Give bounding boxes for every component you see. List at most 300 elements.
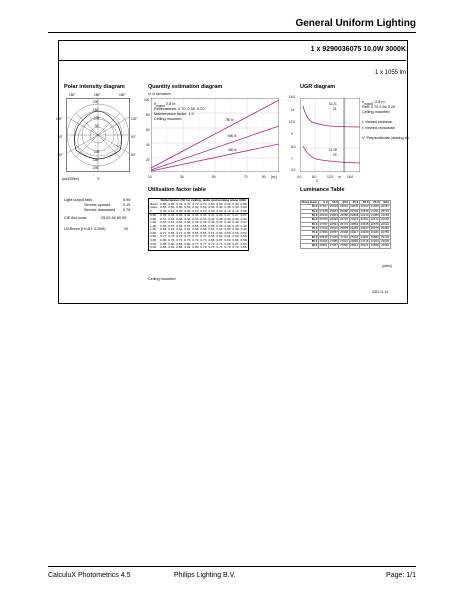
utilisation-cell: 0.31 [208,213,215,218]
utilisation-cell: 0.80 [168,241,175,246]
utilisation-cell: 0.67 [232,241,239,246]
luminance-cell: 20487 [380,204,389,209]
ugr-y-sub-2: 9 [291,132,293,136]
walls-refl: 0.50 [160,205,167,210]
ceiling-refl: 0.80 [160,201,167,206]
utilisation-cell: 0.72 [208,241,215,246]
luminance-cell: 25895 [340,225,349,230]
luminance-cell: 21618 [380,217,389,222]
polar-angle-r3: 60° [131,153,136,157]
luminance-cell: 27188 [319,208,328,213]
utilisation-cell: 0.80 [160,238,167,243]
utilisation-cell: 0.82 [168,245,175,250]
luminance-cell: 25434 [350,234,359,239]
datasheet-panel [58,40,408,304]
luminance-header-cell: 90.0 [380,201,390,205]
polar-angle-l3: 60° [58,153,63,157]
room-index-cell: 0.60 [150,213,157,218]
walls-refl: 0.50 [192,205,199,210]
luminance-cell: 27465 [329,234,338,239]
utilisation-cell: 0.66 [200,230,207,235]
gamma-angle-cell: 70.0 [301,226,319,230]
ceiling-refl: 0.80 [168,201,175,206]
working-refl: 0.10 [232,208,239,213]
ugr-annotation-3: 11.28 [329,148,337,152]
luminance-cell: 26910 [329,225,338,230]
luminance-cell: 27116 [340,234,349,239]
quantity-label-300: 300 lx [228,148,237,152]
walls-refl: 0.50 [184,205,191,210]
utilisation-cell: 0.61 [184,227,191,232]
gamma-angle-cell: 45.0 [301,205,319,209]
ugr-legend-4: I: viewed endwise [362,120,392,124]
utilisation-cell: 0.73 [200,238,207,243]
utilisation-cell: 0.65 [240,245,247,250]
utilisation-cell: 0.50 [208,223,215,228]
quantity-y-label: nr. of luminaires [148,92,171,96]
polar-ring-6: 150 [93,158,99,162]
luminance-cell: 22789 [380,230,389,235]
utilisation-cell: 0.59 [240,238,247,243]
ceiling-refl: 0.70 [192,201,199,206]
quantity-x-tick-70: 70 [244,175,248,179]
quantity-y-tick-20: 20 [146,158,150,162]
luminance-cell: 27985 [329,238,338,243]
utilisation-cell: 0.63 [232,238,239,243]
utilisation-cell: 0.44 [208,220,215,225]
utilisation-cell: 0.62 [168,227,175,232]
luminance-cell: 25174 [340,221,349,226]
luminance-cell: 21845 [360,208,369,213]
utilisation-cell: 0.70 [232,245,239,250]
utilisation-footnote: Ceiling mounted [148,277,176,281]
gamma-angle-cell: 65.0 [301,222,319,226]
document-date: 2022-11-14 [372,290,389,294]
header-rule [48,32,416,33]
utilisation-cell: 0.70 [200,234,207,239]
utilisation-cell: 0.35 [192,213,199,218]
quantity-y-tick-100: 100 [144,98,150,102]
utilisation-cell: 0.32 [240,216,247,221]
utilisation-cell: 0.35 [200,213,207,218]
utilisation-cell: 0.30 [216,213,223,218]
luminance-cell: 21902 [360,204,369,209]
luminance-cell: 24282 [350,225,359,230]
luminance-header-cell: 75.0 [370,201,380,205]
utilisation-cell: 0.43 [192,216,199,221]
utilisation-cell: 0.61 [208,230,215,235]
utilisation-cell: 0.64 [224,238,231,243]
utilisation-cell: 0.43 [216,220,223,225]
luminance-table-wrap [300,200,391,249]
utilisation-body [149,214,249,250]
walls-refl: 0.00 [240,205,247,210]
ugr-annotation-1: 11.21 [329,102,337,106]
polar-ring-5: 100 [94,150,100,154]
panel-divider [58,60,406,61]
utilisation-title: Utilisation factor table [148,187,206,193]
utilisation-cell: 0.34 [232,216,239,221]
luminance-header-cell: 30.0 [339,201,349,205]
luminance-cell: 21158 [381,212,389,217]
quantity-y-tick-40: 40 [146,143,150,147]
ceiling-refl: 0.70 [176,201,183,206]
utilisation-cell: 0.67 [216,238,223,243]
utilisation-cell: 0.59 [176,223,183,228]
utilisation-cell: 0.61 [224,234,231,239]
room-index-cell: 1.25 [150,223,157,228]
ugr-y-sub-3: 7 [291,157,293,161]
luminance-cell: 26948 [340,230,349,235]
utilisation-head-index: Index [150,205,158,210]
luminance-cell: 23045 [360,221,369,226]
utilisation-cell: 0.60 [232,234,239,239]
utilisation-cell: 0.83 [176,241,183,246]
quantity-title: Quantity estimation diagram [148,84,223,90]
working-refl: 0.10 [168,208,175,213]
ugr-nom-label: UGRnom (H=4H, 0.25H) [64,227,106,231]
luminance-cell: 24715 [360,238,369,243]
ugr-x-unit: m [338,175,341,179]
quantity-y-tick-80: 80 [146,113,150,117]
utilisation-cell: 0.52 [240,230,247,235]
utilisation-cell: 0.55 [192,223,199,228]
lor-value: 0.95 [123,198,131,202]
luminance-cell: 28901 [319,243,328,248]
gamma-angle-cell: 75.0 [301,231,319,235]
ceiling-refl: 0.30 [232,201,239,206]
working-refl: 0.20 [184,208,191,213]
quantity-note-2: Reflectances: 0.70, 0.50, 0.20 [154,107,205,111]
utilisation-cell: 0.54 [208,227,215,232]
luminance-cell: 23991 [340,204,349,209]
luminance-header-cell: 15.0 [329,201,339,205]
utilisation-cell: 0.36 [168,213,175,218]
luminance-cell: 26082 [350,238,359,243]
quantity-y-tick-60: 60 [146,128,150,132]
gamma-angle-cell: 50.0 [301,209,319,213]
ugr-chart [300,98,360,172]
utilisation-cell: 0.49 [216,223,223,228]
ceiling-refl: 0.70 [200,201,207,206]
walls-refl: 0.30 [224,205,231,210]
luminance-header-cell: Plane Gam. [301,200,318,204]
ugr-title: UGR diagram [300,84,336,90]
quantity-note-1: $h_{mount}$ 2.8 m [154,102,176,108]
luminance-cell: 23374 [350,217,359,222]
ugr-y-tick-2: 12.0 [289,120,296,124]
ugr-y-tick-3: 8.0 [291,145,296,149]
working-refl: 0.30 [176,208,183,213]
utilisation-cell: 0.65 [208,234,215,239]
luminance-cell: 23481 [370,230,379,235]
utilisation-cell: 0.65 [160,227,167,232]
working-refl: 0.10 [200,208,207,213]
utilisation-cell: 0.80 [184,241,191,246]
room-index-cell: 1.00 [150,220,157,225]
luminance-cell: 22700 [350,208,359,213]
utilisation-cell: 0.80 [192,245,199,250]
utilisation-cell: 0.27 [232,213,239,218]
utilisation-cell: 0.85 [160,241,167,246]
utilisation-caption: Reflectances (%) for ceiling, walls and working plane (CIE) [160,198,247,202]
lor-label: Light output ratio [64,198,93,202]
utilisation-cell: 0.50 [184,220,191,225]
quantity-x-tick-50: 50 [212,175,216,179]
quantity-label-500: 500 lx [228,134,237,138]
ugr-annotation-4: 29 [333,153,337,157]
luminance-cell: 24668 [370,243,379,248]
ugr-legend-6: V: Perpendicular viewing dir. [362,136,410,140]
luminance-cell: 26916 [319,212,328,217]
service-up-label: Service upward [84,203,111,207]
ugr-x-tick-4: 16.0 [347,175,354,179]
room-index-cell: 4.00 [150,241,157,246]
utilisation-cell: 0.53 [216,227,223,232]
lumen-output: 1 x 1055 lm [374,70,406,76]
utilisation-cell: 0.73 [168,234,175,239]
ceiling-refl: 0.00 [240,201,247,206]
luminance-cell: 27037 [319,221,328,226]
utilisation-cell: 0.60 [160,223,167,228]
utilisation-cell: 0.40 [232,220,239,225]
utilisation-cell: 0.73 [184,234,191,239]
polar-ring-3: 100 [94,116,100,120]
luminance-cell: 23625 [380,238,389,243]
luminance-cell: 22384 [380,225,389,230]
room-index-cell: 0.80 [150,216,157,221]
utilisation-cell: 0.51 [168,220,175,225]
luminance-cell: 23139 [380,234,389,239]
luminance-cell: 22219 [360,212,369,217]
luminance-cell: 21289 [370,204,379,209]
luminance-cell: 26495 [329,217,338,222]
luminance-unit: (cd/m²) [382,264,393,268]
luminance-header-cell: 0.0 [318,201,328,205]
utilisation-cell: 0.74 [216,245,223,250]
luminance-cell: 24715 [340,217,349,222]
utilisation-cell: 0.75 [208,245,215,250]
utilisation-cell: 0.79 [176,238,183,243]
footer-page: Page: 1/1 [386,572,416,579]
utilisation-cell: 0.64 [176,227,183,232]
luminance-cell: 23075 [370,225,379,230]
luminance-cell: 22012 [380,221,389,226]
footer-rule [48,566,416,567]
luminance-cell: 29196 [319,238,328,243]
utilisation-cell: 0.44 [168,216,175,221]
ugr-annotation-2: 21 [333,107,337,111]
utilisation-cell: 0.27 [240,213,247,218]
utilisation-cell: 0.49 [192,220,199,225]
luminance-cell: 23864 [350,221,359,226]
ceiling-refl: 0.50 [208,201,215,206]
quantity-x-tick-30: 30 [180,175,184,179]
utilisation-cell: 0.40 [224,220,231,225]
walls-refl: 0.50 [200,205,207,210]
polar-ring-7: 200 [93,166,99,170]
utilisation-cell: 0.55 [200,223,207,228]
luminance-cell: 24264 [370,238,379,243]
utilisation-cell: 0.75 [176,234,183,239]
working-refl: 0.30 [160,208,167,213]
luminance-cell: 27407 [319,204,328,209]
utilisation-cell: 0.43 [200,216,207,221]
utilisation-cell: 0.42 [240,223,247,228]
utilisation-cell: 0.82 [184,245,191,250]
luminance-cell: 23881 [370,234,379,239]
luminance-header-cell: 45.0 [349,201,359,205]
luminance-cell: 25221 [360,243,369,248]
quantity-note-4: Ceiling mounted [154,117,182,121]
document-title: General Uniform Lighting [295,18,416,29]
utilisation-cell: 0.73 [192,238,199,243]
polar-angle-r2: 90° [131,135,136,139]
utilisation-cell: 0.59 [192,227,199,232]
utilisation-cell: 0.50 [224,227,231,232]
utilisation-cell: 0.56 [224,230,231,235]
quantity-x-tick-90: 90 [262,175,266,179]
ugr-x-label: X [316,179,319,183]
ugr-nom-value: 20 [124,227,129,231]
working-refl: 0.10 [216,208,223,213]
luminance-cell: 20746 [380,208,389,213]
quantity-x-unit: [m²] [271,175,277,179]
luminance-cell: 27631 [340,238,349,243]
walls-refl: 0.30 [216,205,223,210]
luminance-cell: 27896 [319,230,328,235]
utilisation-cell: 0.70 [224,245,231,250]
utilisation-cell: 0.76 [168,238,175,243]
walls-refl: 0.30 [208,205,215,210]
luminance-title: Luminance Table [300,187,345,193]
room-index-cell: 2.00 [150,230,157,235]
table-row [149,246,249,250]
polar-angle-r1: 120° [131,117,138,121]
polar-angle-l1: 120° [56,117,63,121]
luminance-cell: 22141 [370,217,379,222]
luminance-cell: 25629 [329,204,338,209]
cie-flux-label: CIE flux code [64,216,87,220]
luminance-body [301,201,391,249]
utilisation-cell: 0.86 [176,245,183,250]
luminance-cell: 21291 [370,208,379,213]
service-up-value: 0.19 [123,203,131,207]
utilisation-cell: 0.57 [184,223,191,228]
polar-ring-4: 50 [95,124,99,128]
gamma-angle-cell: 60.0 [301,218,319,222]
utilisation-cell: 0.47 [160,216,167,221]
utilisation-cell: 0.49 [232,227,239,232]
luminance-cell: 26783 [319,217,328,222]
polar-angle-l2: 90° [58,135,63,139]
ugr-y-sub-1: 11 [291,108,295,112]
polar-bottom-angle: 0° [97,177,101,181]
table-row [301,244,391,248]
utilisation-cell: 0.38 [216,216,223,221]
luminance-header-cell: 60.0 [359,201,369,205]
cie-flux-value: 25 62 84 80 95 [101,216,127,220]
utilisation-head-k: k [150,208,152,213]
polar-angle-top: 180° [94,93,101,97]
utilisation-cell: 0.37 [240,220,247,225]
polar-angle-tl: 150° [69,93,76,97]
utilisation-cell: 0.36 [184,213,191,218]
utilisation-cell: 0.45 [232,223,239,228]
utilisation-cell: 0.27 [224,213,231,218]
walls-refl: 0.50 [168,205,175,210]
walls-refl: 0.50 [176,205,183,210]
luminance-cell: 27892 [340,243,349,248]
ceiling-refl: 0.50 [216,201,223,206]
utilisation-cell: 0.63 [240,241,247,246]
ugr-legend-3: Ceiling mounted [362,110,390,114]
ugr-x-tick-1: 4.0 [297,175,302,179]
utilisation-cell: 0.53 [160,220,167,225]
ugr-x-tick-3: 12.0 [327,175,334,179]
ugr-legend-5: I: viewed crosswise [362,126,395,130]
luminance-cell: 23527 [360,225,369,230]
utilisation-cell: 0.56 [240,234,247,239]
room-index-cell: 2.50 [150,234,157,239]
luminance-table [300,200,391,249]
utilisation-cell: 0.60 [216,230,223,235]
room-index-cell: 1.50 [150,227,157,232]
utilisation-cell: 0.39 [208,216,215,221]
polar-unit: (cd/1000lm) [62,177,79,181]
walls-refl: 0.30 [232,205,239,210]
luminance-cell: 23909 [360,230,369,235]
working-refl: 0.10 [192,208,199,213]
luminance-cell: 22576 [370,221,379,226]
luminance-cell: 22761 [360,217,369,222]
utilisation-cell: 0.88 [160,245,167,250]
luminance-cell: 22808 [350,212,359,217]
gamma-angle-cell: 85.0 [301,239,319,243]
working-refl: 0.30 [208,208,215,213]
utilisation-cell: 0.49 [200,220,207,225]
room-index-cell: 5.00 [150,245,157,250]
utilisation-head-room: Room [150,201,159,206]
utilisation-cell: 0.57 [168,223,175,228]
ugr-y-tick-4: 4.0 [291,168,296,172]
footer-company: Philips Lighting B.V. [174,572,236,579]
polar-ring-2: 150 [93,108,99,112]
utilisation-cell: 0.77 [160,234,167,239]
luminance-cell: 21385 [370,212,379,217]
working-refl: 0.10 [224,208,231,213]
utilisation-cell: 0.44 [184,216,191,221]
ugr-y-tick-1: 16.0 [289,95,296,99]
utilisation-cell: 0.59 [200,227,207,232]
ugr-legend-2: Refl: 0.70 0.50 0.20 [362,105,396,109]
utilisation-cell: 0.68 [184,230,191,235]
utilisation-cell: 0.38 [176,213,183,218]
luminaire-code: 1 x 9290036075 10.0W 3000K [310,46,406,53]
utilisation-cell: 0.68 [168,230,175,235]
quantity-label-750: 750 lx [225,118,234,122]
utilisation-cell: 0.77 [200,241,207,246]
luminance-cell: 24056 [340,212,349,217]
utilisation-table [148,198,249,251]
ceiling-refl: 0.30 [224,201,231,206]
luminance-cell: 24052 [380,243,389,248]
gamma-angle-cell: 55.0 [301,213,319,217]
utilisation-cell: 0.52 [176,220,183,225]
room-index-cell: 3.00 [150,238,157,243]
gamma-angle-cell: 90.0 [301,244,319,248]
luminance-cell: 26591 [329,221,338,226]
